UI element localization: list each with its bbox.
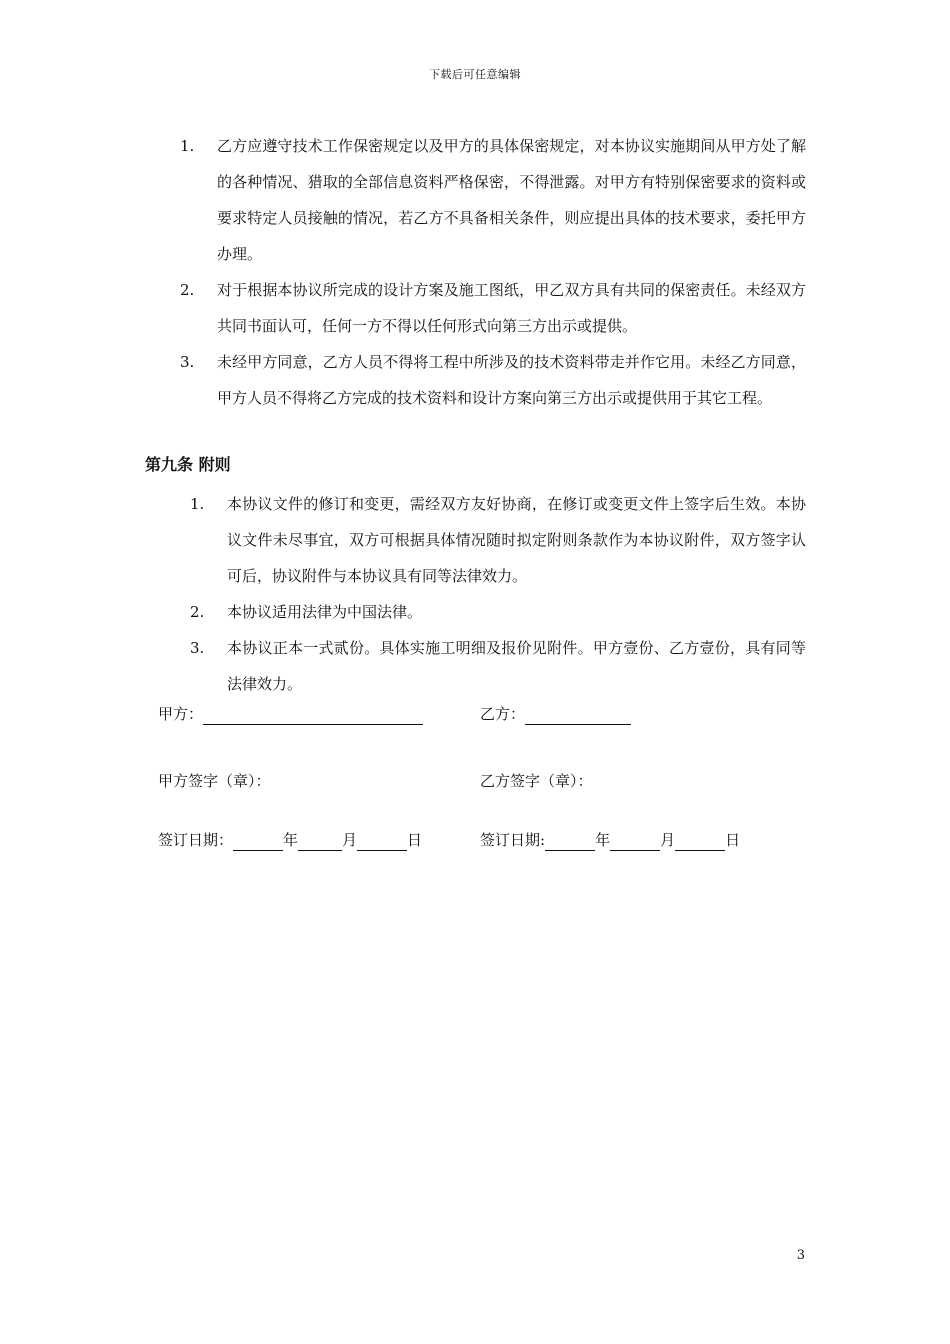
day-label: 日: [407, 831, 423, 849]
item-text: 未经甲方同意，乙方人员不得将工程中所涉及的技术资料带走并作它用。未经乙方同意，甲方人员不得将乙方完成的技术资料和设计方案向第三方出示或提供用于其它工程。: [217, 353, 806, 407]
item-number: 2.: [180, 281, 195, 299]
list-item: [180, 128, 806, 272]
party-a-field: [158, 703, 423, 725]
year-label: 年: [283, 831, 299, 849]
item-number: 1.: [180, 137, 195, 155]
month-label: 月: [660, 831, 676, 849]
item-text: 本协议文件的修订和变更，需经双方友好协商，在修订或变更文件上签字后生效。本协议文件未尽事宜，双方可根据具体情况随时拟定附则条款作为本协议附件，双方签字认可后，协议附件与本协议具有同等法律效力。: [227, 495, 806, 585]
party-a-blank: [203, 706, 423, 725]
party-a-date: [158, 829, 422, 851]
party-a-label: 甲方：: [158, 705, 204, 723]
item-number: 3.: [180, 353, 195, 371]
date-label: 签订日期：: [158, 831, 234, 849]
day-label: 日: [725, 831, 741, 849]
page-header: 下载后可任意编辑: [429, 68, 521, 81]
confidentiality-list: [180, 128, 806, 416]
list-item: [190, 486, 806, 594]
date-label: 签订日期:: [480, 831, 546, 849]
party-b-blank: [525, 706, 631, 725]
day-blank: [675, 832, 725, 851]
item-number: 2.: [190, 603, 205, 621]
item-text: 乙方应遵守技术工作保密规定以及甲方的具体保密规定，对本协议实施期间从甲方处了解的各种情况、猎取的全部信息资料严格保密，不得泄露。对甲方有特别保密要求的资料或要求特定人员接触的情况，若乙方不具备相关条件，则应提出具体的技术要求，委托甲方办理。: [217, 137, 806, 263]
month-blank: [298, 832, 342, 851]
page-number: 3: [796, 1248, 805, 1263]
party-b-signature: 乙方签字（章）：: [480, 772, 593, 790]
section-title: 第九条 附则: [145, 455, 231, 474]
month-label: 月: [342, 831, 358, 849]
day-blank: [357, 832, 407, 851]
list-item: [190, 630, 806, 702]
party-b-date: [480, 829, 740, 851]
list-item: [180, 272, 806, 344]
list-item: [190, 594, 806, 630]
month-blank: [610, 832, 660, 851]
list-item: [180, 344, 806, 416]
item-number: 3.: [190, 639, 205, 657]
year-blank: [545, 832, 595, 851]
item-text: 本协议适用法律为中国法律。: [227, 603, 423, 621]
item-number: 1.: [190, 495, 205, 513]
party-a-signature: 甲方签字（章）：: [158, 772, 271, 790]
party-b-label: 乙方：: [480, 705, 526, 723]
item-text: 本协议正本一式贰份。具体实施工明细及报价见附件。甲方壹份、乙方壹份，具有同等法律效力。: [227, 639, 806, 693]
item-text: 对于根据本协议所完成的设计方案及施工图纸，甲乙双方具有共同的保密责任。未经双方共同书面认可，任何一方不得以任何形式向第三方出示或提供。: [217, 281, 806, 335]
year-label: 年: [595, 831, 611, 849]
party-b-field: [480, 703, 631, 725]
year-blank: [233, 832, 283, 851]
provisions-list: [190, 486, 806, 702]
